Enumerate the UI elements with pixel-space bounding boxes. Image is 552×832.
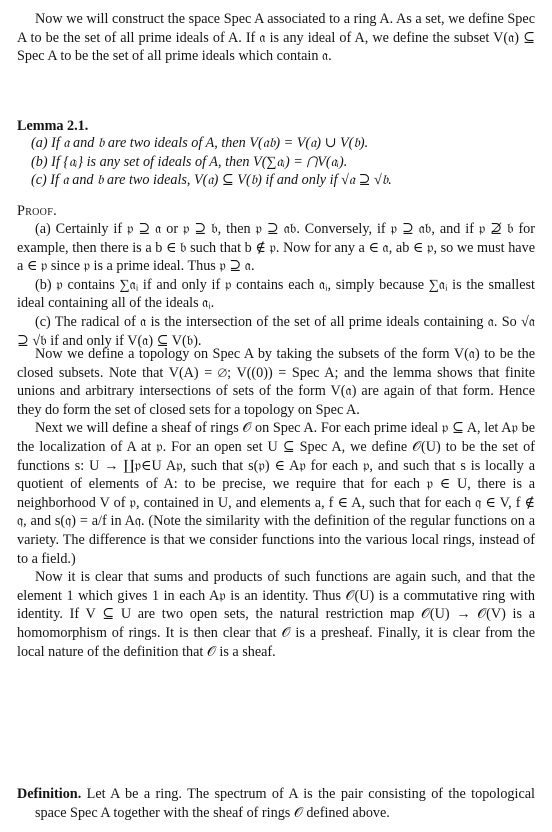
proof-body bbox=[17, 220, 535, 350]
definition-paragraph bbox=[17, 785, 535, 822]
lemma-item-a: (a) If 𝔞 and 𝔟 are two ideals of A, then V(𝔞𝔟) = V(𝔞) ∪ V(𝔟). bbox=[31, 135, 369, 151]
lemma-item-c: (c) If 𝔞 and 𝔟 are two ideals, V(𝔞) ⊆ V(𝔟) if and only if √𝔞 ⊇ √𝔟. bbox=[31, 172, 392, 189]
sheaf-paragraph: Next we will define a sheaf of rings 𝒪 on Spec A. For each prime ideal 𝔭 ⊆ A, let A𝔭 be the localization of A at 𝔭. For an open set U ⊆ Spec A, we define 𝒪(U) to be the set of functions s: U → ∐𝔭∈U A𝔭, such that s(𝔭) ∈ A𝔭 for each 𝔭, and such that s is locally a quotient of elements of A: to be precise, we require that for each 𝔭 ∈ U, there is a neighborhood V of 𝔭, contained in U, and elements a, f ∈ A, such that for each 𝔮 ∈ V, f ∉ 𝔮, and s(𝔮) = a/f in A𝔮. (Note the similarity with the definition of the regular functions on a variety. The difference is that we consider functions into the various local rings, instead of to a field.) bbox=[17, 420, 535, 567]
proof-heading: Proof. bbox=[17, 203, 57, 219]
presheaf-paragraph: Now it is clear that sums and products of such functions are again such, and that the element 1 which gives 1 in each A𝔭 is an identity. Thus 𝒪(U) is a commutative ring with identity. If V ⊆ U are two open sets, the natural restriction map 𝒪(U) → 𝒪(V) is a homomorphism of rings. It is then clear that 𝒪 is a presheaf. Finally, it is clear from the local nature of the definition that 𝒪 is a sheaf. bbox=[17, 569, 535, 660]
proof-part-b: (b) 𝔭 contains ∑𝔞ᵢ if and only if 𝔭 contains each 𝔞ᵢ, simply because ∑𝔞ᵢ is the smallest ideal containing all of the ideals 𝔞ᵢ. bbox=[17, 276, 535, 312]
lemma-heading: Lemma 2.1. bbox=[17, 118, 89, 134]
topology-paragraph: Now we define a topology on Spec A by taking the subsets of the form V(𝔞) to be the closed subsets. Note that V(A) = ∅; V((0)) = Spec A; and the lemma shows that finite unions and arbitrary intersections of sets of the form V(𝔞) are again of that form. Hence they do form the set of closed sets for a topology on Spec A. bbox=[17, 346, 535, 418]
lemma-item-b: (b) If {𝔞ᵢ} is any set of ideals of A, then V(∑𝔞ᵢ) = ⋂V(𝔞ᵢ). bbox=[31, 153, 348, 170]
intro-paragraph: Now we will construct the space Spec A associated to a ring A. As a set, we define Spec A to be the set of all prime ideals of A. If 𝔞 is any ideal of A, we define the subset V(𝔞) ⊆ Spec A to be the set of all prime ideals which contain 𝔞. bbox=[17, 11, 535, 65]
lemma-statement bbox=[31, 134, 531, 190]
topology-section bbox=[17, 345, 535, 661]
proof-part-a: (a) Certainly if 𝔭 ⊇ 𝔞 or 𝔭 ⊇ 𝔟, then 𝔭 ⊇ 𝔞𝔟. Conversely, if 𝔭 ⊇ 𝔞𝔟, and if 𝔭 ⊉ 𝔟 for example, then there is a b ∈ 𝔟 such that b ∉ 𝔭. Now for any a ∈ 𝔞, ab ∈ 𝔭, so we must have a ∈ 𝔭 since 𝔭 is a prime ideal. Thus 𝔭 ⊇ 𝔞. bbox=[17, 221, 535, 275]
proof-part-c: (c) The radical of 𝔞 is the intersection of the set of all prime ideals containing 𝔞. So √𝔞 ⊇ √𝔟 if and only if V(𝔞) ⊆ V(𝔟). bbox=[17, 313, 535, 349]
definition-label: Definition. bbox=[17, 786, 82, 802]
definition-text: Let A be a ring. The spectrum of A is the pair consisting of the topological space Spec A together with the sheaf of rings 𝒪 defined above. bbox=[35, 786, 535, 821]
